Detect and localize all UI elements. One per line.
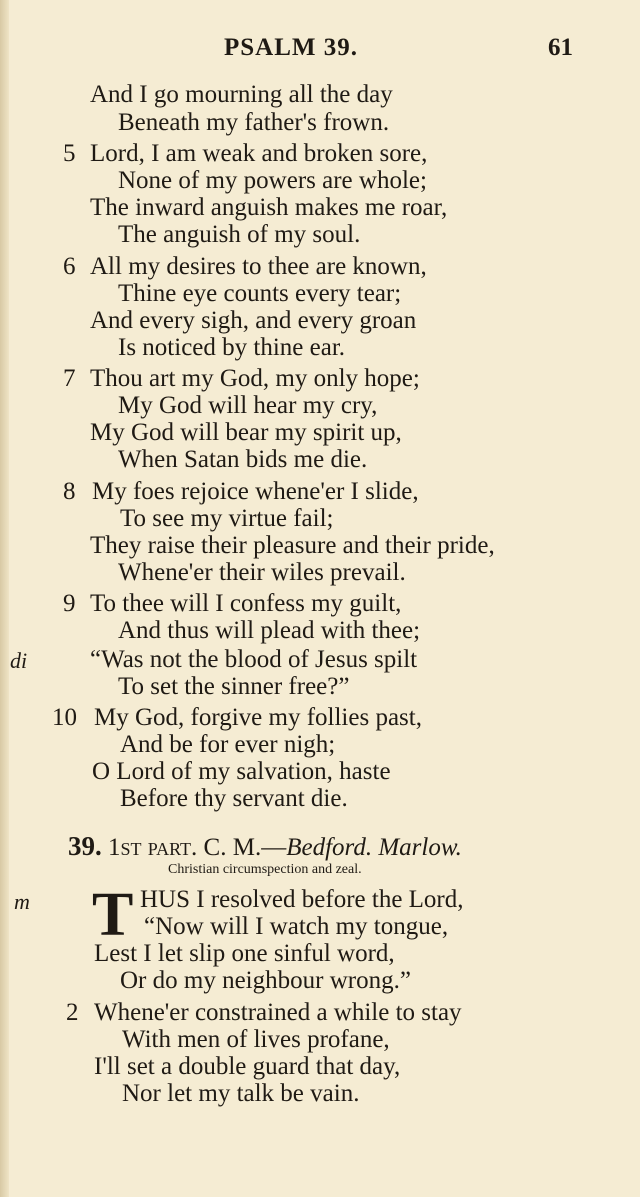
verse-line: And every sigh, and every groan xyxy=(90,307,417,334)
verse-line: To thee will I confess my guilt, xyxy=(90,590,402,617)
verse-number: 7 xyxy=(63,365,76,392)
verse-line: My God will hear my cry, xyxy=(118,392,378,419)
verse-line: “Now will I watch my tongue, xyxy=(144,913,449,940)
verse-line: And I go mourning all the day xyxy=(90,81,393,108)
verse-number: 2 xyxy=(66,999,79,1026)
verse-line: They raise their pleasure and their pride, xyxy=(90,532,495,559)
verse-line: Whene'er their wiles prevail. xyxy=(118,559,406,586)
psalm-subtitle: Christian circumspection and zeal. xyxy=(168,862,362,877)
verse-line: None of my powers are whole; xyxy=(118,167,427,194)
verse-line: Before thy servant die. xyxy=(120,785,348,812)
verse-line: Beneath my father's frown. xyxy=(118,109,390,136)
verse-line: My God will bear my spirit up, xyxy=(90,419,402,446)
psalm-part: 1st part. xyxy=(108,834,198,861)
psalm-heading xyxy=(68,831,462,862)
verse-line: “Was not the blood of Jesus spilt xyxy=(90,646,418,673)
psalm-number: 39. xyxy=(68,831,102,861)
psalm-meter: C. M.— xyxy=(203,834,287,861)
running-header-title: PSALM 39. xyxy=(224,34,358,61)
verse-line: The anguish of my soul. xyxy=(118,221,361,248)
verse-number: 9 xyxy=(63,590,76,617)
verse-line: Lord, I am weak and broken sore, xyxy=(90,140,428,167)
verse-line: When Satan bids me die. xyxy=(118,446,368,473)
verse-line: Is noticed by thine ear. xyxy=(118,334,346,361)
verse-line: My foes rejoice whene'er I slide, xyxy=(92,478,419,505)
verse-line: With men of lives profane, xyxy=(122,1026,390,1053)
verse-line: Thine eye counts every tear; xyxy=(118,280,402,307)
verse-line: Whene'er constrained a while to stay xyxy=(94,999,462,1026)
verse-number: 6 xyxy=(63,253,76,280)
page-edge xyxy=(0,0,9,1197)
verse-line: Or do my neighbour wrong.” xyxy=(120,967,411,994)
verse-line: My God, forgive my follies past, xyxy=(94,704,422,731)
verse-line: I'll set a double guard that day, xyxy=(94,1053,401,1080)
margin-mark: m xyxy=(14,889,30,914)
verse-line: To see my virtue fail; xyxy=(120,505,334,532)
verse-line: O Lord of my salvation, haste xyxy=(92,758,391,785)
verse-line: To set the sinner free?” xyxy=(118,673,350,700)
verse-line: The inward anguish makes me roar, xyxy=(90,194,448,221)
psalm-tunes: Bedford. Marlow. xyxy=(286,834,462,861)
page-number: 61 xyxy=(548,34,573,61)
margin-mark: di xyxy=(10,648,28,673)
verse-line: Nor let my talk be vain. xyxy=(122,1080,360,1107)
verse-number: 5 xyxy=(63,140,76,167)
verse-line: All my desires to thee are known, xyxy=(90,253,427,280)
drop-cap: T xyxy=(92,881,134,949)
verse-line: Thou art my God, my only hope; xyxy=(90,365,420,392)
verse-line: And be for ever nigh; xyxy=(120,731,336,758)
verse-number: 8 xyxy=(63,478,76,505)
verse-line: HUS I resolved before the Lord, xyxy=(140,886,464,913)
verse-number: 10 xyxy=(52,704,77,731)
verse-line: Lest I let slip one sinful word, xyxy=(94,940,395,967)
verse-line: And thus will plead with thee; xyxy=(118,617,421,644)
